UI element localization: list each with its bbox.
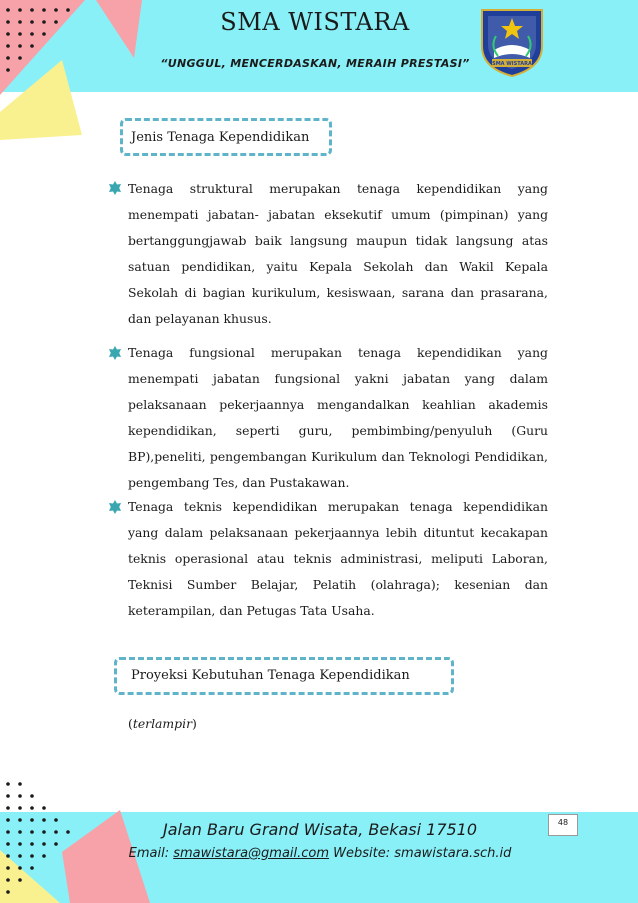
school-motto: “UNGGUL, MENCERDASKAN, MERAIH PRESTASI”	[160, 57, 470, 70]
footer-contact	[100, 846, 540, 861]
logo-text: SMA WISTARA	[492, 61, 532, 67]
footer-address: Jalan Baru Grand Wisata, Bekasi 17510	[162, 820, 478, 839]
note-italic-text: terlampir	[132, 716, 192, 731]
page-number-box	[548, 814, 578, 836]
school-crest-icon	[478, 6, 546, 78]
section-heading-2: Proyeksi Kebutuhan Tenaga Kependidikan	[131, 668, 410, 683]
email-label: Email:	[128, 846, 174, 861]
bullet-icon	[108, 181, 122, 195]
bullet-text-1: Tenaga struktural merupakan tenaga kependidikan yang menempati jabatan- jabatan eksekutif umum (pimpinan) yang bertanggungjawab baik langsung maupun tidak langsung atas satuan pendidikan, yaitu Kepala Sekolah dan Wakil Kepala Sekolah di bagian kurikulum, kesiswaan, sarana dan prasarana, dan pelayanan khusus.	[128, 181, 548, 326]
bullet-text-2: Tenaga fungsional merupakan tenaga kependidikan yang menempati jabatan fungsional yakni jabatan yang dalam pelaksanaan pekerjaannya mengandalkan keahlian akademis kependidikan, seperti guru, pembimbing/penyuluh (Guru BP),peneliti, pengembangan Kurikulum dan Teknologi Pendidikan, pengembang Tes, dan Pustakawan.	[128, 345, 548, 490]
bullet-icon	[108, 500, 122, 514]
school-name: SMA WISTARA	[220, 8, 410, 36]
bullet-text-3: Tenaga teknis kependidikan merupakan tenaga kependidikan yang dalam pelaksanaan pekerjaannya lebih dituntut kecakapan teknis operasional atau teknis administrasi, meliputi Laboran, Teknisi Sumber Belajar, Pelatih (olahraga); kesenian dan keterampilan, dan Petugas Tata Usaha.	[128, 499, 548, 618]
note-close: )	[192, 716, 197, 731]
website-label: Website:	[329, 846, 395, 861]
email-link[interactable]: smawistara@gmail.com	[173, 846, 330, 861]
attachment-note	[128, 716, 197, 731]
page-number: 48	[557, 818, 569, 827]
section-heading-1: Jenis Tenaga Kependidikan	[131, 130, 310, 145]
note-open: (	[128, 716, 133, 731]
website-text: smawistara.sch.id	[394, 846, 512, 861]
bullet-icon	[108, 346, 122, 360]
